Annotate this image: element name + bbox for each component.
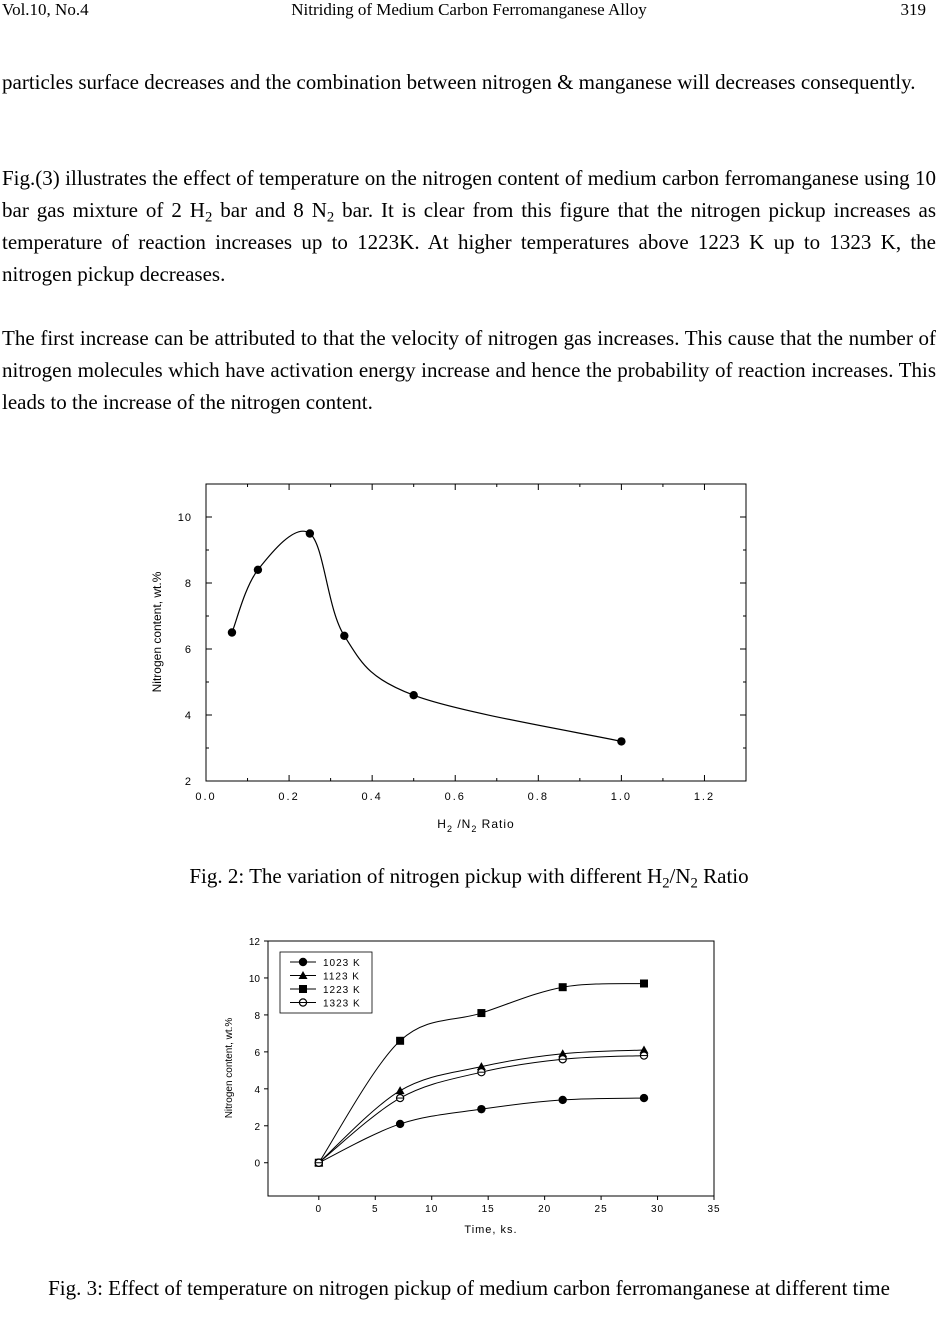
x-tick-label: 0.6 [444, 791, 466, 803]
x-tick-label: 0.0 [195, 791, 217, 803]
running-header [0, 0, 938, 30]
y-tick-labels [249, 937, 261, 1170]
y-tick-label: 2 [184, 776, 192, 788]
data-point [477, 1105, 485, 1113]
x-tick-label: 0.2 [278, 791, 300, 803]
paragraph-2-part-a: Fig.(3) illustrates the effect of temperature on the nitrogen content of medium carbon ferromanganese using 10 bar gas mixture of 2 H [2, 166, 936, 222]
legend-label: 1323 K [323, 998, 361, 1010]
axis-ticks [206, 484, 746, 781]
paragraph-3: The first increase can be attributed to that the velocity of nitrogen gas increases. This cause that the number of nitrogen molecules which have activation energy increase and hence the probability of reaction increases. This leads to the increase of the nitrogen content. [2, 326, 936, 414]
x-tick-labels [316, 1204, 721, 1215]
data-point [558, 1096, 566, 1104]
figure-3-caption: Fig. 3: Effect of temperature on nitrogen pickup of medium carbon ferromanganese at different time [48, 1276, 890, 1300]
data-point [228, 628, 236, 636]
legend-label: 1223 K [323, 985, 361, 996]
y-tick-label: 12 [248, 937, 260, 948]
x-tick-label: 10 [425, 1204, 439, 1215]
data-point [477, 1009, 485, 1017]
y-tick-label: 10 [177, 512, 192, 524]
series-line [232, 531, 621, 741]
data-point [478, 1069, 485, 1076]
data-point [396, 1120, 404, 1128]
y-tick-label: 6 [254, 1047, 260, 1059]
data-point [559, 983, 567, 991]
legend-label: 1023 K [323, 958, 361, 969]
caption-part: Fig. 2: The variation of nitrogen pickup with different H [189, 864, 663, 888]
x-axis-label: $H_2$ $/N_2$ Ratio [437, 817, 515, 834]
page-number: 319 [900, 0, 926, 19]
data-point [299, 985, 307, 993]
running-title: Nitriding of Medium Carbon Ferromanganese Alloy [291, 0, 647, 19]
y-tick-label: 6 [184, 644, 192, 656]
y-tick-label: 10 [248, 973, 260, 985]
data-point [340, 632, 348, 640]
subscript: 2 [662, 875, 670, 892]
y-tick-label: 4 [254, 1084, 260, 1096]
y-axis-label: Nitrogen content, wt.% [224, 1017, 235, 1119]
y-tick-label: 4 [184, 710, 192, 722]
journal-volume: Vol.10, No.4 [2, 0, 89, 19]
data-point [299, 999, 306, 1006]
caption-part: /N [669, 864, 691, 888]
paragraph-2-part-b: bar and 8 N [212, 198, 327, 222]
data-point [254, 566, 262, 574]
x-tick-labels [195, 791, 715, 803]
y-axis-label: Nitrogen content, wt.% [150, 571, 164, 693]
y-tick-label: 2 [254, 1121, 260, 1133]
figure-2-chart [0, 460, 938, 840]
figure-3-chart [0, 920, 938, 1250]
data-point [617, 737, 625, 745]
y-tick-label: 8 [184, 578, 192, 590]
data-point [559, 1056, 566, 1063]
x-axis-label: Time, ks. [464, 1224, 518, 1236]
x-tick-label: 35 [707, 1204, 721, 1215]
paragraph-2-part-c: bar. It is clear from this figure that the nitrogen pickup increases as temperature of reaction increases up to 1223K. At higher temperatures above 1223 K up to 1323 K, the nitrogen pickup decreases. [2, 198, 936, 286]
x-tick-label: 25 [594, 1204, 608, 1215]
data-point [640, 980, 648, 988]
x-tick-label: 15 [481, 1204, 495, 1215]
data-point [299, 958, 307, 966]
x-tick-label: 0 [315, 1204, 323, 1215]
legend-label: 1123 K [323, 971, 360, 983]
legend [280, 952, 372, 1013]
data-point [640, 1094, 648, 1102]
data-points [228, 529, 626, 745]
data-point [315, 1159, 322, 1166]
x-tick-label: 30 [650, 1204, 665, 1215]
x-tick-label: 1.2 [693, 791, 716, 803]
data-point [640, 1052, 647, 1059]
x-tick-label: 0.4 [361, 791, 383, 803]
x-tick-label: 20 [538, 1204, 552, 1215]
x-tick-label: 0.8 [527, 791, 549, 803]
subscript: 2 [690, 875, 698, 892]
x-tick-label: 5 [371, 1204, 379, 1215]
y-tick-label: 0 [254, 1158, 260, 1170]
x-tick-label: 1.0 [610, 791, 633, 803]
data-point [396, 1086, 405, 1094]
figure-2-caption [0, 860, 938, 892]
data-point [396, 1037, 404, 1045]
subscript: 2 [326, 209, 335, 226]
y-tick-label: 8 [254, 1010, 260, 1022]
caption-part: Ratio [697, 864, 749, 888]
plot-frame [206, 484, 746, 781]
data-point [397, 1094, 404, 1101]
paragraph-2 [2, 162, 936, 290]
y-tick-labels [178, 512, 192, 788]
data-point [409, 691, 417, 699]
paragraph-1: particles surface decreases and the combination between nitrogen & manganese will decreases consequently. [2, 70, 916, 94]
subscript: 2 [204, 209, 213, 226]
data-point [306, 529, 314, 537]
